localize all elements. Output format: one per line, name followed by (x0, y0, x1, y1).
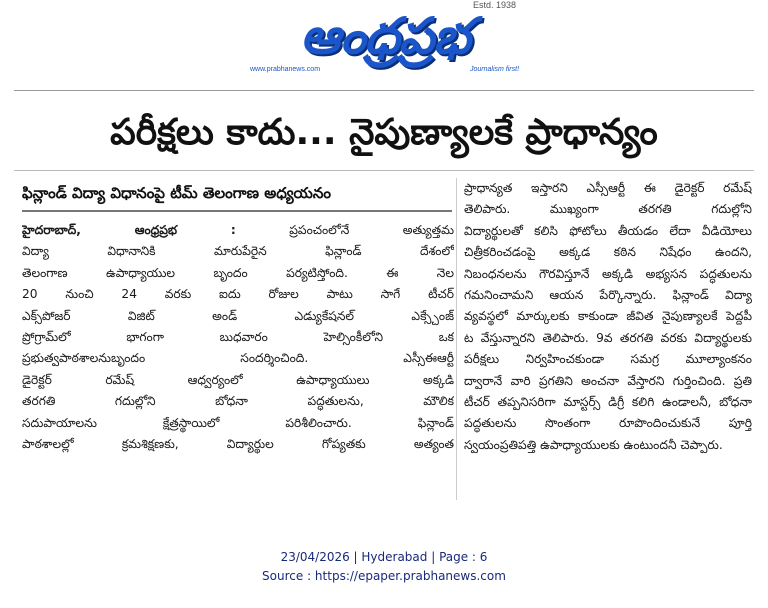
article-line: విద్యార్థులతో కలిసి ఫోటోలు తీయడం లేదా వీడియోలు (464, 223, 752, 238)
publication-info: 23/04/2026 | Hyderabad | Page : 6 (280, 550, 488, 564)
article-line: ప్రోగ్రామ్‌లో భాగంగా బుధవారం హెల్సింకీలోని ఒక (22, 329, 454, 344)
article-text: ప్రపంచంలోనే అత్యుత్తమ (289, 223, 454, 237)
article-left-column (22, 220, 454, 455)
article-line: ద్వారానే వారి ప్రగతిని అంచనా వేస్తారని గుర్తించింది. ప్రతి (464, 373, 752, 388)
article-line: పద్ధతులను సొంతంగా రూపొందించుకునే పూర్తి (464, 416, 752, 431)
website-url: www.prabhanews.com (250, 66, 321, 73)
footer (0, 548, 768, 586)
article-line: స్వయంప్రతిపత్తి ఉపాధ్యాయులకు ఉంటుందనీ చెప్పారు. (464, 437, 723, 452)
established-year: Estd. 1938 (472, 0, 516, 10)
article-line: నిబంధనలను గౌరవిస్తూనే అక్కడి అభ్యసన పద్ధతులను (464, 266, 752, 281)
article-right-column (464, 178, 752, 456)
subheadline-underline (22, 210, 452, 212)
article-line: చిత్రీకరించడంపై అక్కడ కఠిన నిషేధం ఉందని, (464, 245, 752, 260)
newspaper-logo (250, 2, 520, 70)
article-line (22, 220, 454, 241)
headline-divider (14, 170, 754, 171)
headline: పరీక్షలు కాదు... నైపుణ్యాలకే ప్రాధాన్యం (110, 112, 658, 153)
article-line: ప్రభుత్వపాఠశాలనుబృందం సందర్శించింది. ఎస్సీఈఆర్టీ (22, 351, 454, 366)
logo-text: ఆంధ్రప్రభ (300, 7, 470, 65)
article-line: తెలంగాణ ఉపాధ్యాయుల బృందం పర్యటిస్తోంది. ఈ నెల (22, 265, 454, 280)
article-line: ట వేస్తున్నారని తెలిపారు. 9వ తరగతి వరకు విద్యార్థులకు (464, 330, 752, 345)
source-url: Source : https://epaper.prabhanews.com (262, 569, 506, 583)
article-line: తరగతి గదుల్లోని బోధనా పద్ధతులను, మౌలిక (22, 394, 454, 409)
article-line: వ్యవస్థలో మార్కులకు కాకుండా జీవిత నైపుణ్యాలకే పెద్దపీ (464, 309, 752, 324)
article-line: తెలిపారు. ముఖ్యంగా తరగతి గదుల్లోని (464, 202, 752, 217)
article-line: పాఠశాలల్లో క్రమశిక్షణకు, విద్యార్థుల గోప్యతకు అత్యంత (22, 436, 454, 451)
masthead-divider (14, 90, 754, 91)
article-line: పరీక్షలు నిర్వహించకుండా సమగ్ర మూల్యాంకనం (464, 352, 752, 367)
column-divider (456, 178, 457, 500)
dateline: హైదరాబాద్, ఆంధ్రప్రభ : (22, 223, 236, 237)
article-line: టీచర్ తప్పనిసరిగా మాస్టర్స్ డిగ్రీ కలిగి ఉండాలనీ, బోధనా (464, 394, 752, 409)
slogan: Journalism first! (470, 66, 520, 73)
article-line: ఎక్స్‌పోజర్ విజిట్ అండ్ ఎడ్యుకేషనల్ ఎక్స్చేంజ్ (22, 308, 454, 323)
subheadline: ఫిన్లాండ్ విద్యా విధానంపై టీమ్ తెలంగాణ అధ్యయనం (22, 184, 331, 202)
article-line: డైరెక్టర్ రమేష్ ఆధ్వర్యంలో ఉపాధ్యాయులు అక్కడి (22, 372, 454, 387)
article-line: గమనించామని ఆయన పేర్కొన్నారు. ఫిన్లాండ్ విద్యా (464, 287, 752, 302)
article-line: ప్రాధాన్యత ఇస్తారని ఎస్సీఆర్టీ ఈ డైరెక్టర్ రమేష్ (464, 181, 752, 195)
article-line: 20 నుంచి 24 వరకు ఐదు రోజుల పాటు సాగే టీచర్ (22, 287, 454, 302)
masthead (0, 0, 768, 88)
article-line: సదుపాయాలను క్షేత్రస్థాయిలో పరిశీలించారు. ఫిన్లాండ్ (22, 415, 454, 430)
article-line: విద్యా విధానానికి మారుపేరైన ఫిన్లాండ్ దేశంలో (22, 244, 454, 259)
